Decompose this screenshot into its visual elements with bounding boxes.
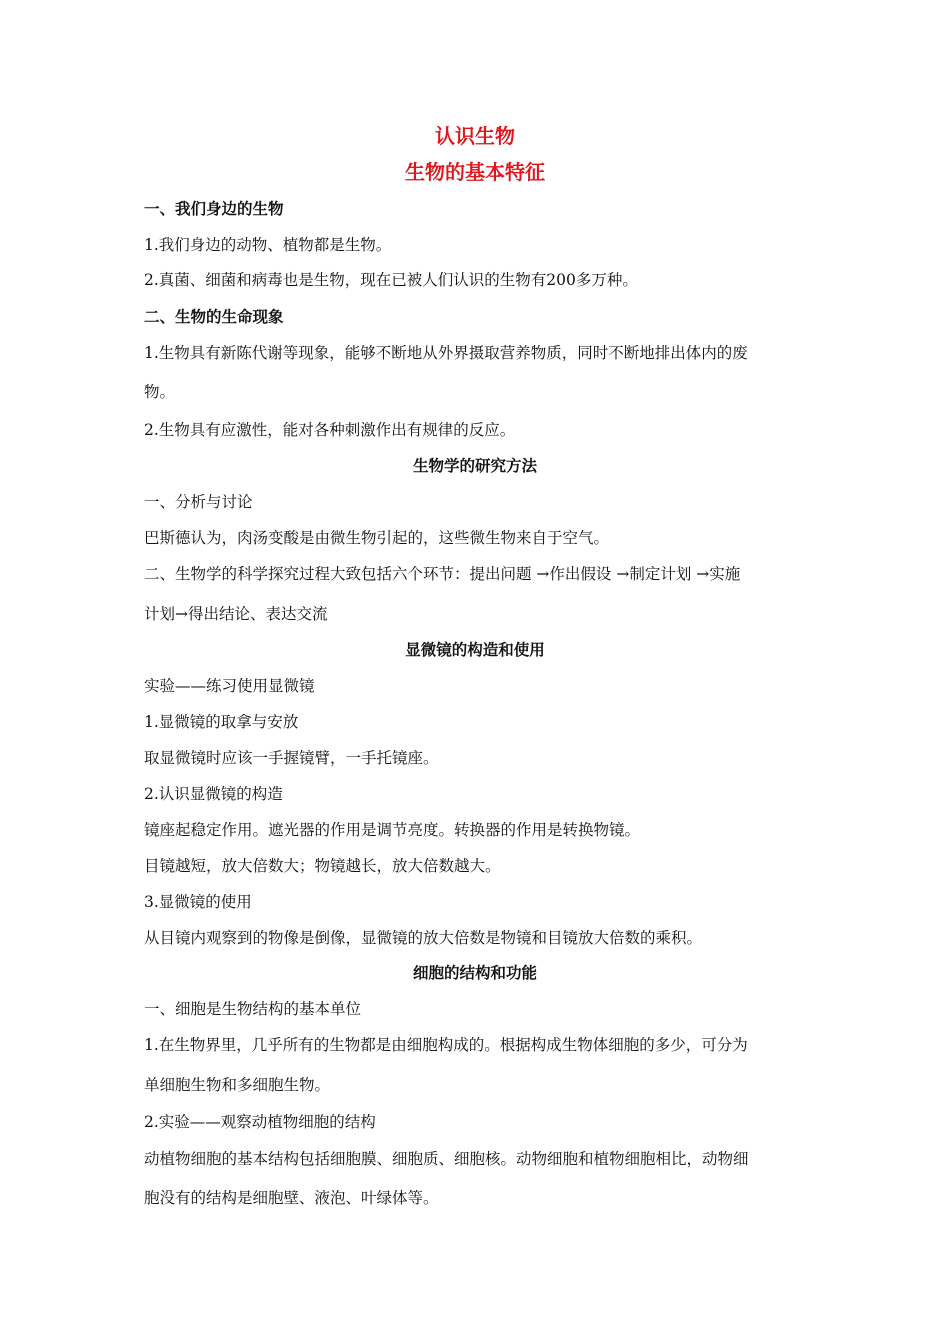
- paragraph: 二、生物学的科学探究过程大致包括六个环节：提出问题 →作出假设 →制定计划 →实施: [144, 565, 741, 583]
- paragraph: 2.实验——观察动植物细胞的结构: [144, 1113, 376, 1131]
- paragraph: 2.认识显微镜的构造: [144, 785, 283, 803]
- paragraph: 1.生物具有新陈代谢等现象，能够不断地从外界摄取营养物质，同时不断地排出体内的废: [144, 344, 748, 362]
- paragraph: 镜座起稳定作用。遮光器的作用是调节亮度。转换器的作用是转换物镜。: [144, 821, 641, 839]
- section-title-cell: 细胞的结构和功能: [412, 963, 537, 982]
- paragraph: 2.生物具有应激性，能对各种刺激作出有规律的反应。: [144, 421, 516, 439]
- paragraph: 从目镜内观察到的物像是倒像，显微镜的放大倍数是物镜和目镜放大倍数的乘积。: [144, 929, 703, 947]
- paragraph: 1.我们身边的动物、植物都是生物。: [144, 236, 392, 254]
- paragraph: 实验——练习使用显微镜: [144, 677, 315, 695]
- section-heading: 一、我们身边的生物: [144, 199, 284, 218]
- paragraph-continued: 计划→得出结论、表达交流: [144, 605, 328, 623]
- paragraph: 1.显微镜的取拿与安放: [144, 713, 299, 731]
- paragraph: 目镜越短，放大倍数大；物镜越长，放大倍数越大。: [144, 857, 501, 875]
- paragraph: 一、细胞是生物结构的基本单位: [144, 1000, 362, 1018]
- section-title-research: 生物学的研究方法: [412, 456, 537, 475]
- paragraph: 巴斯德认为，肉汤变酸是由微生物引起的，这些微生物来自于空气。: [144, 529, 610, 547]
- section-heading: 二、生物的生命现象: [144, 307, 284, 326]
- document-subtitle: 生物的基本特征: [405, 160, 545, 184]
- document-title: 认识生物: [435, 124, 515, 148]
- paragraph-continued: 单细胞生物和多细胞生物。: [144, 1076, 331, 1094]
- paragraph: 动植物细胞的基本结构包括细胞膜、细胞质、细胞核。动物细胞和植物细胞相比，动物细: [144, 1150, 749, 1168]
- paragraph: 取显微镜时应该一手握镜臂，一手托镜座。: [144, 749, 439, 767]
- paragraph: 2.真菌、细菌和病毒也是生物，现在已被人们认识的生物有200多万种。: [144, 271, 638, 289]
- paragraph: 一、分析与讨论: [144, 493, 253, 511]
- paragraph: 1.在生物界里，几乎所有的生物都是由细胞构成的。根据构成生物体细胞的多少，可分为: [144, 1036, 748, 1054]
- paragraph: 3.显微镜的使用: [144, 893, 252, 911]
- paragraph-continued: 胞没有的结构是细胞壁、液泡、叶绿体等。: [144, 1189, 439, 1207]
- section-title-microscope: 显微镜的构造和使用: [405, 640, 545, 659]
- paragraph-continued: 物。: [144, 383, 176, 401]
